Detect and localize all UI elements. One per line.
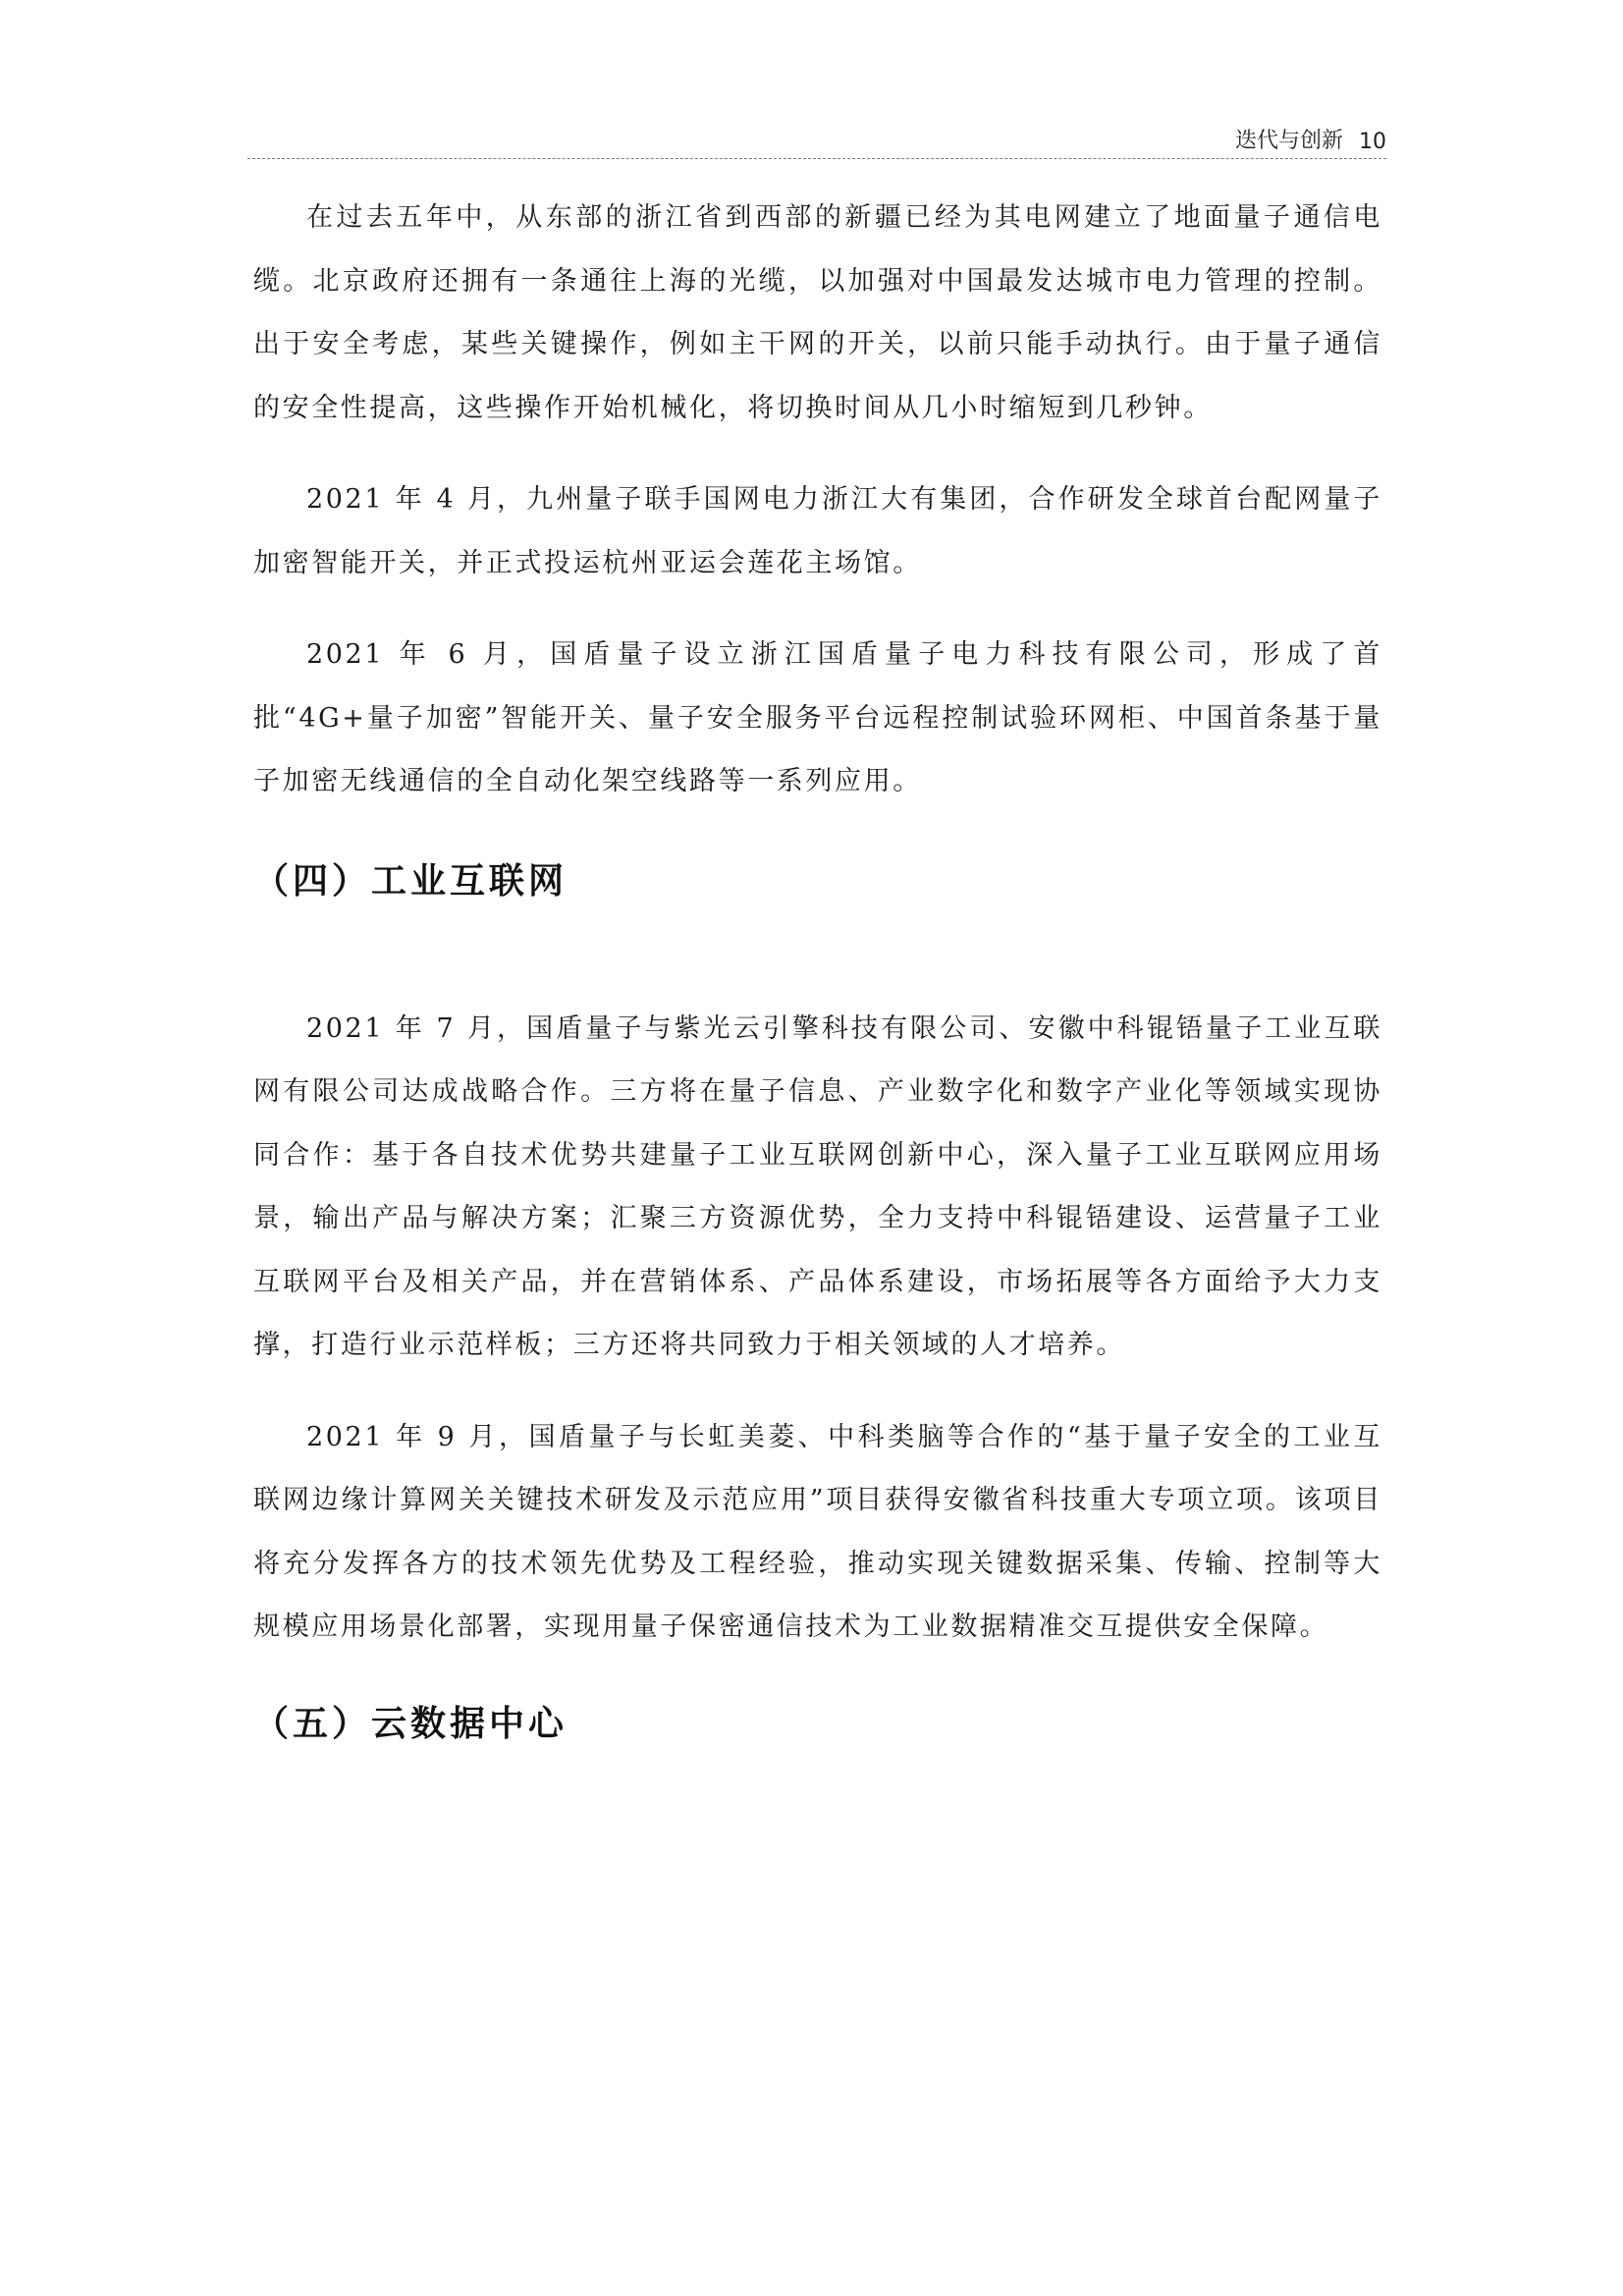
paragraph-2021-june: 2021 年 6 月，国盾量子设立浙江国盾量子电力科技有限公司，形成了首批“4G+量子加密”智能开关、量子安全服务平台远程控制试验环网柜、中国首条基于量子加密无线通信的全自动化架空线路等一系列应用。	[253, 639, 1382, 796]
paragraph-2021-september: 2021 年 9 月，国盾量子与长虹美菱、中科类脑等合作的“基于量子安全的工业互联网边缘计算网关关键技术研发及示范应用”项目获得安徽省科技重大专项立项。该项目将充分发挥各方的技术领先优势及工程经验，推动实现关键数据采集、传输、控制等大规模应用场景化部署，实现用量子保密通信技术为工业数据精准交互提供安全保障。	[253, 1421, 1382, 1642]
page-number: 10	[1359, 130, 1386, 154]
header-title: 迭代与创新	[1234, 129, 1343, 153]
paragraph-power-grid-overview: 在过去五年中，从东部的浙江省到西部的新疆已经为其电网建立了地面量子通信电缆。北京政府还拥有一条通往上海的光缆，以加强对中国最发达城市电力管理的控制。出于安全考虑，某些关键操作，例如主干网的开关，以前只能手动执行。由于量子通信的安全性提高，这些操作开始机械化，将切换时间从几小时缩短到几秒钟。	[253, 202, 1382, 423]
page-body	[253, 187, 1382, 1764]
paragraph-2021-april: 2021 年 4 月，九州量子联手国网电力浙江大有集团，合作研发全球首台配网量子加密智能开关，并正式投运杭州亚运会莲花主场馆。	[253, 484, 1382, 578]
running-header	[247, 116, 1386, 159]
section-heading-industrial-internet: （四）工业互联网	[253, 860, 568, 902]
paragraph-2021-july: 2021 年 7 月，国盾量子与紫光云引擎科技有限公司、安徽中科锟铻量子工业互联网有限公司达成战略合作。三方将在量子信息、产业数字化和数字产业化等领域实现协同合作：基于各自技术优势共建量子工业互联网创新中心，深入量子工业互联网应用场景，输出产品与解决方案；汇聚三方资源优势，全力支持中科锟铻建设、运营量子工业互联网平台及相关产品，并在营销体系、产品体系建设，市场拓展等各方面给予大力支撑，打造行业示范样板；三方还将共同致力于相关领域的人才培养。	[253, 1012, 1382, 1360]
section-heading-cloud-data-center: （五）云数据中心	[253, 1703, 568, 1744]
